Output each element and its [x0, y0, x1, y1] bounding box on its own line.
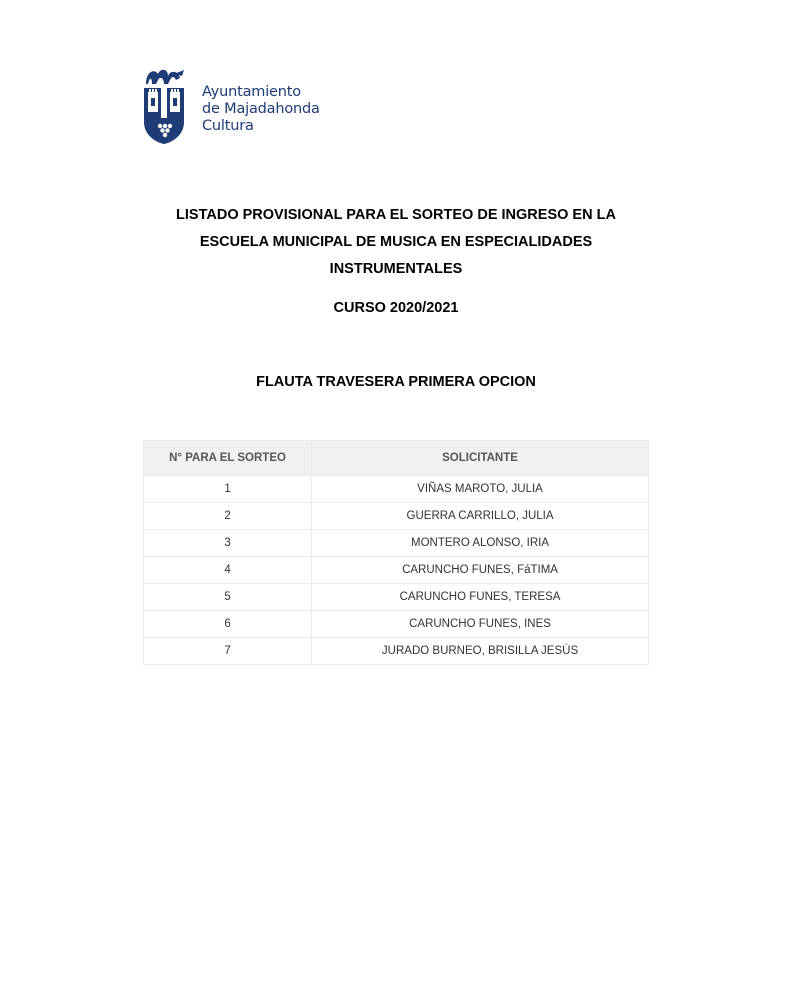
table-row [144, 638, 649, 665]
table-row [144, 557, 649, 584]
document-title [0, 202, 792, 283]
majadahonda-crest-icon [140, 66, 188, 146]
draw-number-cell: 3 [144, 530, 312, 557]
applicant-cell: MONTERO ALONSO, IRIA [312, 530, 649, 557]
title-line-2: ESCUELA MUNICIPAL DE MUSICA EN ESPECIALIDADES [199, 234, 593, 250]
header-draw-number: N° PARA EL SORTEO [144, 441, 312, 476]
logo-line-1: Ayuntamiento [202, 84, 301, 100]
header-applicant: SOLICITANTE [312, 441, 649, 476]
table-row [144, 476, 649, 503]
applicant-cell: GUERRA CARRILLO, JULIA [312, 503, 649, 530]
title-line-1: LISTADO PROVISIONAL PARA EL SORTEO DE INGRESO EN LA [176, 207, 616, 223]
table-row [144, 530, 649, 557]
logo-text [202, 84, 320, 135]
draw-number-cell: 4 [144, 557, 312, 584]
table-row [144, 611, 649, 638]
section-heading: FLAUTA TRAVESERA PRIMERA OPCION [256, 374, 536, 390]
applicant-cell: CARUNCHO FUNES, INES [312, 611, 649, 638]
title-line-3: INSTRUMENTALES [329, 261, 463, 277]
applicant-cell: JURADO BURNEO, BRISILLA JESÚS [312, 638, 649, 665]
logo-line-3: Cultura [202, 118, 254, 134]
applicant-cell: CARUNCHO FUNES, FáTIMA [312, 557, 649, 584]
draw-number-cell: 2 [144, 503, 312, 530]
draw-number-cell: 5 [144, 584, 312, 611]
draw-number-cell: 7 [144, 638, 312, 665]
table-row [144, 503, 649, 530]
table-row [144, 584, 649, 611]
logo-line-2: de Majadahonda [202, 101, 320, 117]
draw-number-cell: 1 [144, 476, 312, 503]
applicant-cell: CARUNCHO FUNES, TERESA [312, 584, 649, 611]
applicant-cell: VIÑAS MAROTO, JULIA [312, 476, 649, 503]
logo [140, 66, 340, 146]
course-heading: CURSO 2020/2021 [333, 300, 459, 316]
table-header-row [144, 441, 649, 476]
draw-number-cell: 6 [144, 611, 312, 638]
applicants-table [143, 440, 649, 665]
